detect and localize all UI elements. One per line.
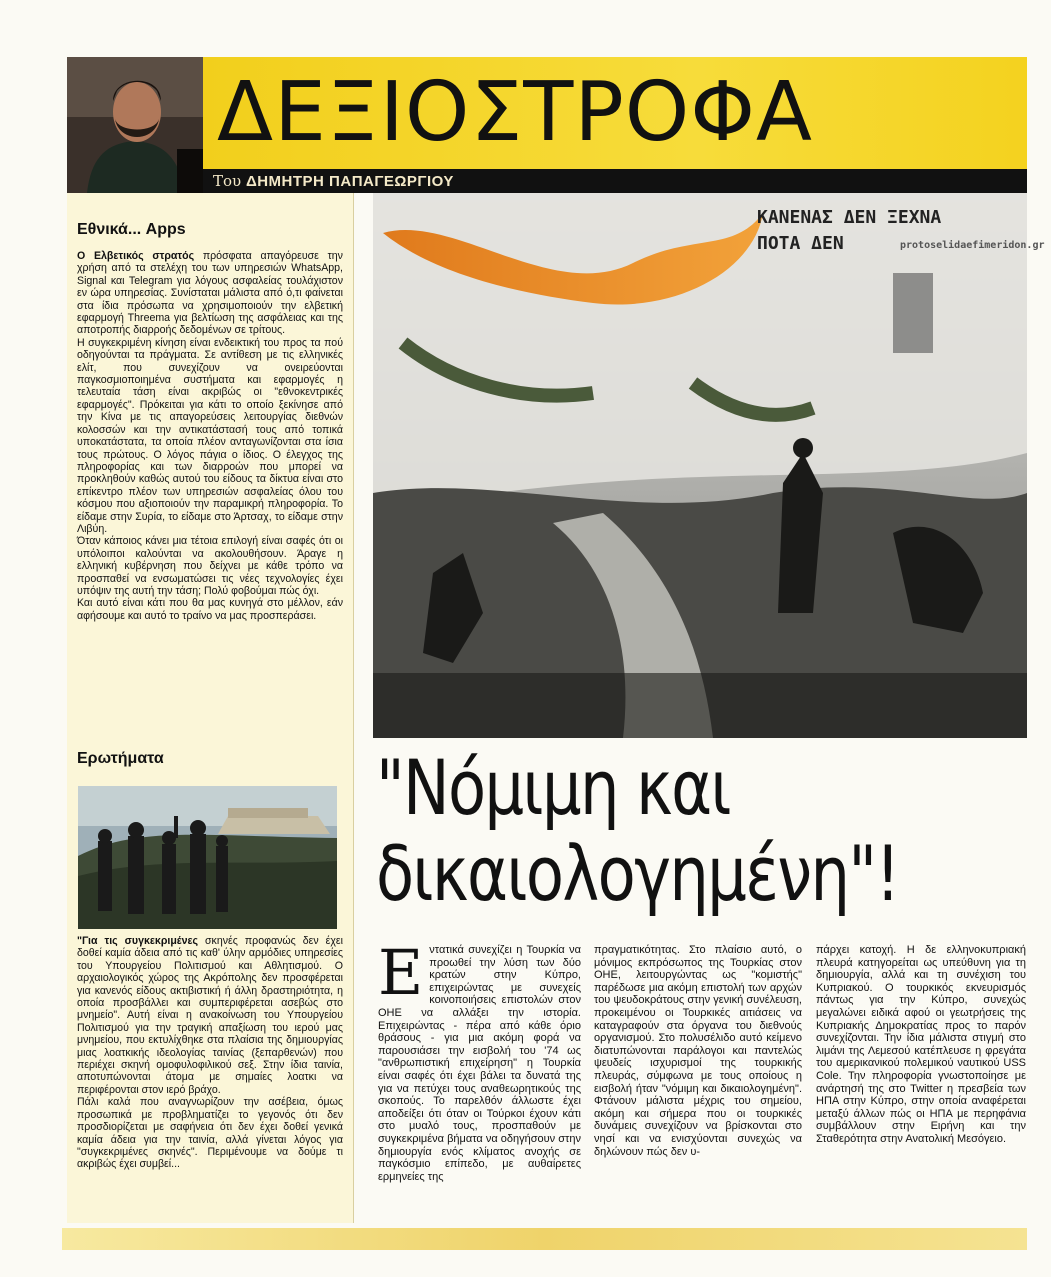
section-title-apps: Εθνικά... Apps bbox=[77, 221, 186, 238]
paragraph: Όταν κάποιος κάνει μια τέτοια επιλογή είναι σαφές ότι οι υπόλοιποι καλούνται να ακολουθήσουν. Άραγε η ελληνική κυβέρνηση που δείχνει με κάθε τρόπο να προσπαθεί να ενσωματώσει τις νέες τεχνολογίες έχει υπόψιν της αυτή την τάση; Πολύ φοβούμαι πώς όχι. bbox=[77, 535, 343, 597]
lead-phrase: Ο Ελβετικός στρατός bbox=[77, 250, 195, 262]
paragraph: Πάλι καλά που αναγνωρίζουν την ασέβεια, όμως προσωπικά με προβληματίζει το γεγονός ότι δεν προσδιορίζεται με σαφήνεια ότι δεν έχει δοθεί γενικά καμία άδεια για την ταινία, αλλά γίνεται λόγος για "συγκεκριμένες σκηνές". Περιμένουμε να δούμε τι ακριβώς έχει συμβεί... bbox=[77, 1096, 343, 1171]
article-column-2 bbox=[594, 944, 802, 1158]
headline-line: δικαιολογημένη"! bbox=[376, 829, 899, 918]
paragraph: Ο Ελβετικός στρατός πρόσφατα απαγόρευσε την χρήση από τα στελέχη του των υπηρεσιών WhatsApp, Signal και Telegram για λόγους ασφαλείας τουλάχιστον εν ώρα υπηρεσίας. Συνίσταται μάλιστα από ό,τι φαίνεται στα ίδια πρόσωπα να χρησιμοποιούν την ελβετική εφαρμογή Threema για βελτίωση της ασφάλειας και της αποτροπής διαρροής δεδομένων σε τρίτους. bbox=[77, 250, 343, 337]
paragraph: πάρχει κατοχή. Η δε ελληνοκυπριακή πλευρά κατηγορείται ως υπεύθυνη για τη δημιουργία, αλλά και τη συνέχιση του Κυπριακού. Ο τουρκικός εκνευρισμός πάντως για την Κύπρο, συνεχώς μεγαλώνει ειδικά αφού οι γεωτρήσεις της Κυπριακής Δημοκρατίας προς το παρόν συνεχίζονται. Την ίδια μάλιστα στιγμή στο λιμάνι της Λεμεσού κατέπλευσε η φρεγάτα του αμερικανικού πολεμικού ναυτικού USS Cole. Την πληροφορία γνωστοποίησε με ανάρτησή της στο Twitter η πρεσβεία των ΗΠΑ στην Κύπρο, στην οποία αναφέρεται μεταξύ άλλων πώς οι ΗΠΑ με περηφάνια συμβάλλουν στην Ειρήνη και την Σταθερότητα στην Ανατολική Μεσόγειο. bbox=[816, 944, 1026, 1145]
watermark: protoselidaefimeridon.gr bbox=[900, 240, 1045, 251]
section-title-questions: Ερωτήματα bbox=[77, 750, 164, 767]
banner-text: ΚΑΝΕΝΑΣ ΔΕΝ ΞΕΧΝΑ bbox=[757, 207, 942, 228]
lead-phrase: "Για τις συγκεκριμένες bbox=[77, 935, 199, 947]
author-photo bbox=[67, 57, 203, 193]
section-body-questions bbox=[77, 935, 343, 1171]
paragraph: "Για τις συγκεκριμένες σκηνές προφανώς δεν έχει δοθεί καμία άδεια από τις καθ' ύλην αρμόδιες υπηρεσίες του Υπουργείου Πολιτισμού και Αθλητισμού. Ο αρχαιολογικός χώρος της Ακρόπολης δεν προσφέρεται για κανενός είδους ακτιβιστική ή άλλη δραστηριότητα, η οποία προσβάλλει και συμπεριφέρεται ασεβώς στο μνημείο". Αυτή είναι η ανακοίνωση του Υπουργείου Πολιτισμού για την τραγική απαξίωση του ιερού μας μνημείου, που εκτυλίχθηκε στα πλαίσια της δημιουργίας μιας λοατκικής ιδεολογίας ταινίας (ξεπαρθενών) που περιέχει σκηνή ομοφυλοφιλικού σεξ. Στην ίδια ταινία, αποτυπώνονται άτομα με σημαίες λοατκι να περιφέρονται στον ιερό βράχο. bbox=[77, 935, 344, 1096]
byline-prefix: Του bbox=[213, 172, 242, 190]
column-header bbox=[67, 57, 1027, 193]
paragraph: Η συγκεκριμένη κίνηση είναι ενδεικτική του προς τα πού οδηγούνται τα πράγματα. Σε αντίθεση με τις ελληνικές ελίτ, που συνεχίζουν να ονειρεύονται παγκοσμιοποιημένα συστήματα και εφαρμογές η τελευταία τάση είναι ακριβώς οι "εθνοκεντρικές εφαρμογές". Πρόκειται για κάτι το οποίο ξεκίνησε από την Κίνα με τις απαγορεύσεις λειτουργίας διεθνών κολοσσών και την αντικατάστασή τους από τοπικά υποκατάστατα, τα οποία πλέον ανταγωνίζονται στα ίσια τους πρώτους. Ο λόγος πάγια ο ίδιος. Ο έλεγχος της πληροφορίας και των διαρροών που μπορεί να προκληθούν καθώς αυτού του είδους τα δίκτυα είναι στο επίκεντρο πλέον των υπηρεσιών ασφαλείας όλου του κόσμου που αξιοποιούν την παραμικρή πληροφορία. Το είδαμε στην Συρία, το είδαμε στο Άρτσαχ, το είδαμε στην Λιβύη. bbox=[77, 336, 343, 535]
main-photo bbox=[373, 193, 1027, 738]
section-body-apps bbox=[77, 250, 343, 622]
article-column-3 bbox=[816, 944, 1026, 1146]
byline-author: ΔΗΜΗΤΡΗ ΠΑΠΑΓΕΩΡΓΙΟΥ bbox=[245, 173, 454, 190]
paragraph: Εντατικά συνεχίζει η Τουρκία να προωθεί την λύση των δύο κρατών στην Κύπρο, επιχειρώντας με συνεχείς κοινοποιήσεις επιστολών στον ΟΗΕ να αλλάξει την ιστορία. Επιχειρώντας - πέρα από κάθε όριο θράσους - για μια ακόμη φορά να παρουσιάσει την εισβολή του '74 ως "ανθρωπιστική επιχείρηση" η Τουρκία είναι σαφές ότι έχει βάλει τα δυνατά της για να πετύχει τους αναθεωρητικούς της σκοπούς. Το παρελθόν άλλωστε έχει αποδείξει ότι όταν οι Τούρκοι έχουν κάτι στο μυαλό τους, προσπαθούν με συγκεκριμένα βήματα να οδηγήσουν στην δημιουργία ενός κλίματος ανοχής σε παγκόσμιο επίπεδο, με αυθαίρετες ερμηνείες της bbox=[378, 936, 581, 1183]
headline bbox=[376, 745, 909, 917]
dropcap: Ε bbox=[378, 936, 424, 1009]
headline-line: "Νόμιμη και bbox=[376, 743, 730, 832]
article-column-1 bbox=[378, 936, 581, 1183]
column-title: ΔΕΞΙΟΣΤΡΟΦΑ bbox=[217, 65, 813, 160]
banner-text: ΠΟΤΑ ΔΕΝ bbox=[757, 233, 844, 254]
paragraph: Και αυτό είναι κάτι που θα μας κυνηγά στο μέλλον, εάν αφήσουμε και αυτό το τραίνο να μας προσπεράσει. bbox=[77, 597, 343, 622]
paragraph: πραγματικότητας. Στο πλαίσιο αυτό, ο μόνιμος εκπρόσωπος της Τουρκίας στον ΟΗΕ, λειτουργώντας ως "κομιστής" παρέδωσε μια ακόμη επιστολή των αρχών του ψευδοκράτους στην γενική συνέλευση, προκειμένου οι Τουρκικές αιτιάσεις να καταγραφούν στα όργανα του διεθνούς οργανισμού. Στο πολυσέλιδο αυτό κείμενο διατυπώνονται παράλογοι και παντελώς ψευδείς ισχυρισμοί της τουρκικής πλευράς, σύμφωνα με τους οποίους η εισβολή ήταν "νόμιμη και δικαιολογημένη". Φτάνουν μάλιστα μέχρις του σημείου, ακόμη και σήμερα που οι τουρκικές δυνάμεις συνεχίζουν να βρίσκονται στο νησί και να ενισχύονται συνεχώς να δηλώνουν πώς δεν υ- bbox=[594, 944, 802, 1158]
sidebar-column bbox=[67, 193, 354, 1223]
bottom-rule bbox=[62, 1228, 1027, 1250]
byline bbox=[203, 169, 1027, 193]
acropolis-photo bbox=[78, 786, 337, 929]
